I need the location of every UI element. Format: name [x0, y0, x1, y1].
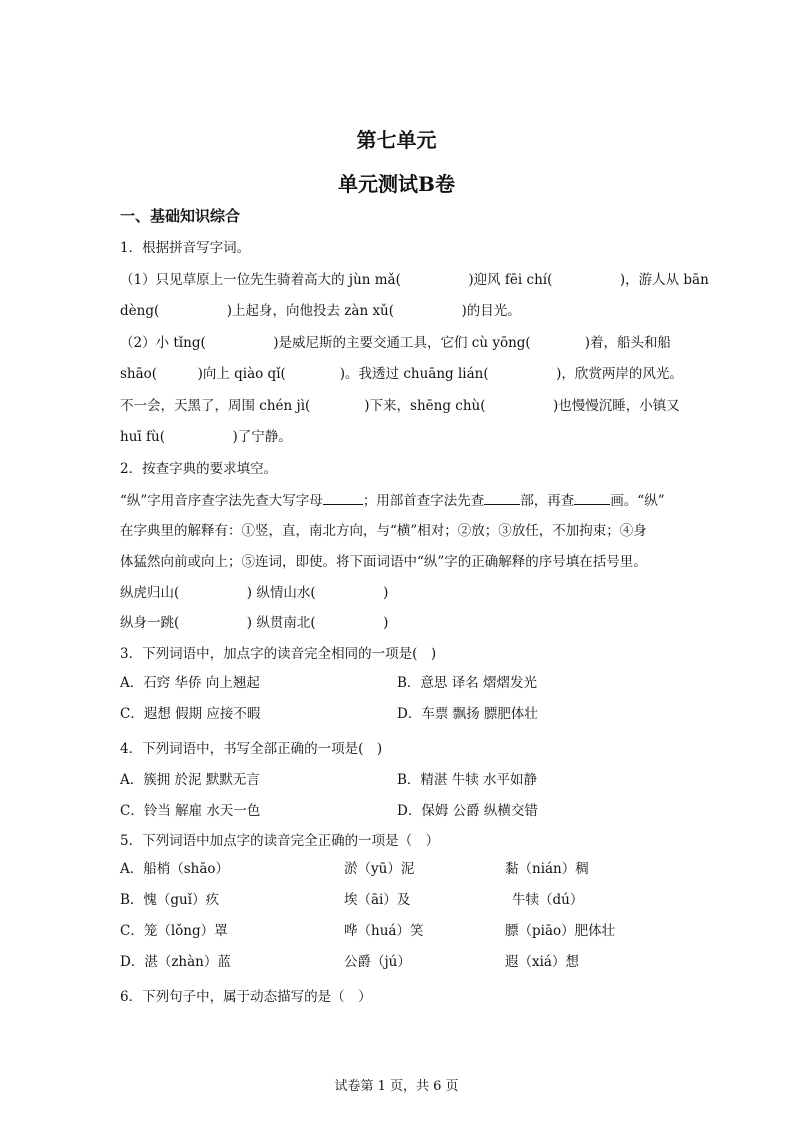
- question-1-line: （1）只见草原上一位先生骑着高大的 jùn mǎ( )迎风 fēi chí( )，游人从 bān: [120, 272, 709, 288]
- option-b-word-2: 埃（āi）及: [344, 892, 411, 908]
- answer-blank[interactable]: [323, 490, 363, 505]
- question-2-line: [120, 490, 665, 511]
- text-segment: ；用部首查字法先查: [362, 493, 485, 509]
- option-b-word-1[interactable]: B．愧（guǐ）疚: [120, 892, 220, 908]
- option-c[interactable]: C．遐想 假期 应接不暇: [120, 706, 261, 722]
- option-d[interactable]: D．车票 飘扬 膘肥体壮: [397, 706, 538, 722]
- option-c[interactable]: C．铃当 解雇 水天一色: [120, 803, 261, 819]
- question-1-line: huī fù( )了宁静。: [120, 429, 292, 445]
- page-subtitle: 单元测试B卷: [338, 172, 455, 196]
- option-a[interactable]: A．簇拥 於泥 默默无言: [120, 772, 260, 788]
- question-2-stem: 2．按查字典的要求填空。: [120, 461, 278, 477]
- option-b[interactable]: B．意思 译名 熠熠发光: [397, 675, 538, 691]
- option-d-word-2: 公爵（jú）: [344, 954, 411, 970]
- question-1-line: shāo( )向上 qiào qǐ( )。我透过 chuāng lián( )，欣赏两岸的风光。: [120, 366, 683, 382]
- text-segment: 部，再查: [520, 493, 575, 509]
- option-a-word-1[interactable]: A．船梢（shāo）: [120, 861, 230, 877]
- question-5-stem: 5．下列词语中加点字的读音完全正确的一项是（ ）: [120, 833, 440, 849]
- question-4-stem: 4．下列词语中，书写全部正确的一项是( ): [120, 741, 383, 757]
- question-3-stem: 3．下列词语中，加点字的读音完全相同的一项是( ): [120, 646, 437, 662]
- question-6-stem: 6．下列句子中，属于动态描写的是（ ）: [120, 989, 372, 1005]
- option-c-word-2: 哗（huá）笑: [344, 923, 424, 939]
- option-a[interactable]: A．石窍 华侨 向上翘起: [120, 675, 260, 691]
- page-footer: 试卷第 1 页，共 6 页: [334, 1079, 459, 1094]
- question-1-line: dèng( )上起身，向他投去 zàn xǔ( )的目光。: [120, 303, 521, 319]
- option-a-word-2: 淤（yū）泥: [344, 861, 415, 877]
- question-1-stem: 1．根据拼音写字词。: [120, 240, 251, 256]
- question-2-line: 纵虎归山( ) 纵情山水( ): [120, 585, 389, 601]
- question-2-line: 在字典里的解释有：①竖，直，南北方向，与“横”相对；②放；③放任，不加拘束；④身: [120, 523, 647, 539]
- answer-blank[interactable]: [484, 490, 520, 505]
- question-2-line: 体猛然向前或向上；⑤连词，即使。将下面词语中“纵”字的正确解释的序号填在括号里。: [120, 554, 647, 570]
- answer-blank[interactable]: [574, 490, 610, 505]
- option-c-word-3: 膘（piāo）肥体壮: [505, 923, 616, 939]
- option-c-word-1[interactable]: C．笼（lǒng）罩: [120, 923, 228, 939]
- option-a-word-3: 黏（nián）稠: [505, 861, 589, 877]
- option-d-word-1[interactable]: D．湛（zhàn）蓝: [120, 954, 231, 970]
- section-heading: 一、基础知识综合: [120, 207, 241, 225]
- text-segment: 画。“纵”: [610, 493, 665, 509]
- question-1-line: （2）小 tǐng( )是威尼斯的主要交通工具，它们 cù yōng( )着，船头和船: [120, 335, 671, 351]
- option-b-word-3: 牛犊（dú）: [512, 892, 584, 908]
- question-2-line: 纵身一跳( ) 纵贯南北( ): [120, 615, 389, 631]
- question-1-line: 不一会，天黑了，周围 chén jì( )下来，shēng chù( )也慢慢沉睡，小镇又: [120, 398, 680, 414]
- text-segment: “纵”字用音序查字法先查大写字母: [120, 493, 323, 509]
- option-d-word-3: 遐（xiá）想: [505, 954, 579, 970]
- option-b[interactable]: B．精湛 牛犊 水平如静: [397, 772, 538, 788]
- option-d[interactable]: D．保姆 公爵 纵横交错: [397, 803, 538, 819]
- page-title: 第七单元: [356, 128, 437, 152]
